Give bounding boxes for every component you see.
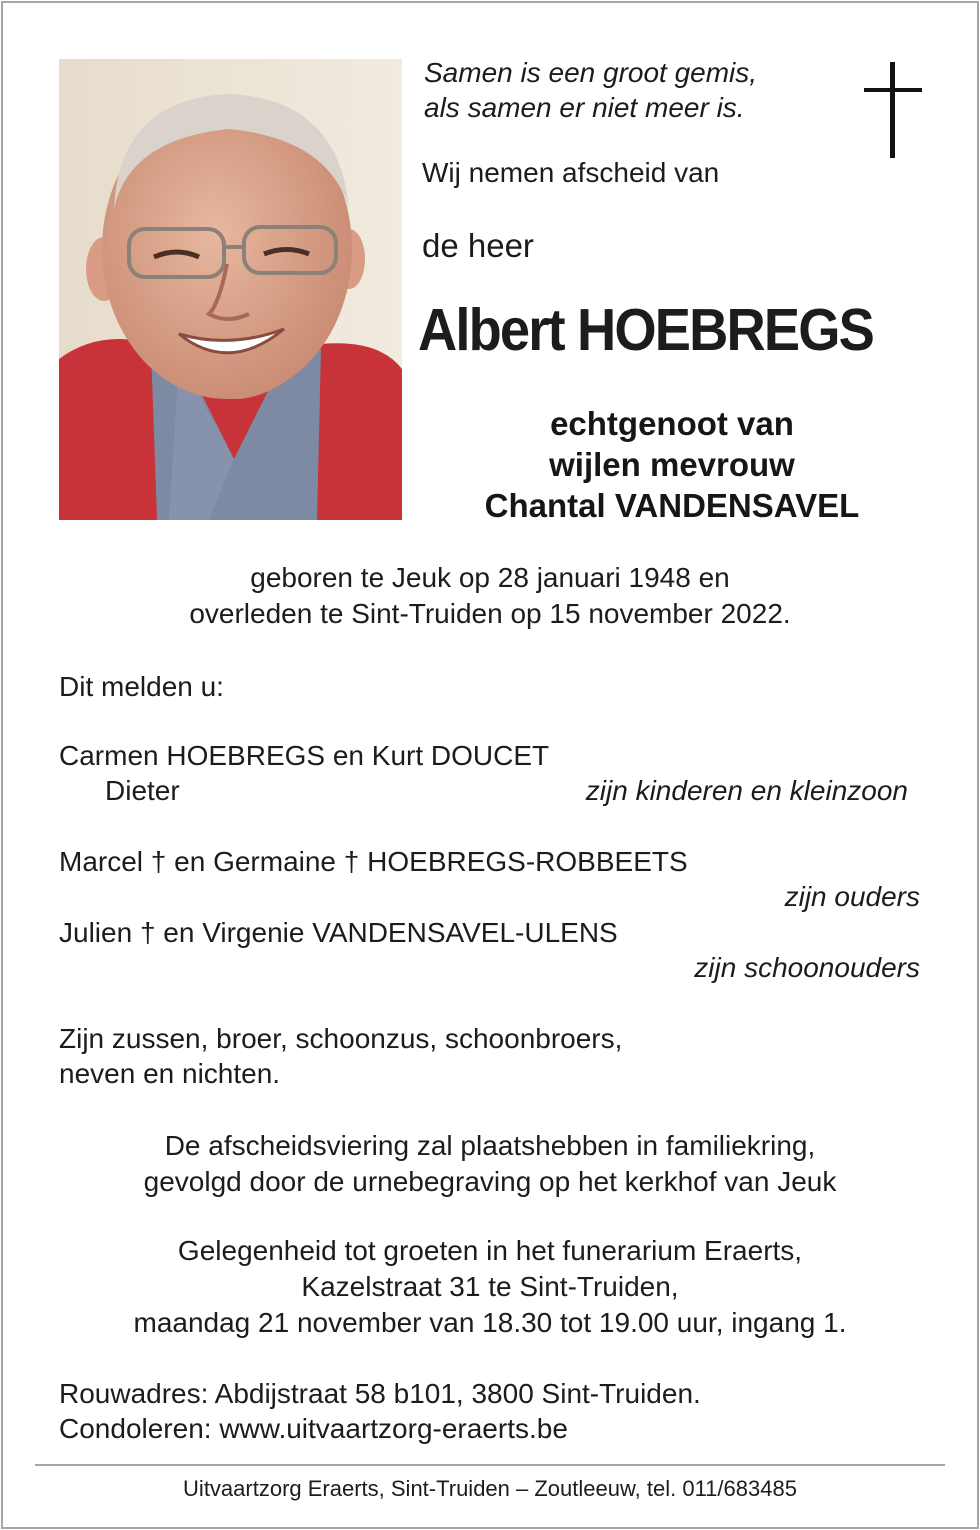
farewell-text: Wij nemen afscheid van	[422, 157, 720, 188]
siblings-line: Zijn zussen, broer, schoonzus, schoonbroers,	[59, 1023, 623, 1054]
deceased-name: Albert HOEBREGS	[418, 297, 873, 363]
visitation-line: Gelegenheid tot groeten in het funerarium Eraerts,	[177, 1235, 803, 1266]
inlaws-role: zijn schoonouders	[694, 952, 920, 983]
ceremony-line: De afscheidsviering zal plaatshebben in familiekring,	[164, 1130, 816, 1161]
ceremony-info	[40, 1128, 940, 1200]
siblings-line: neven en nichten.	[59, 1058, 281, 1089]
quote-line: als samen er niet meer is.	[424, 92, 745, 123]
condolence-link[interactable]: Condoleren: www.uitvaartzorg-eraerts.be	[59, 1413, 568, 1444]
visitation-line: maandag 21 november van 18.30 tot 19.00 uur, ingang 1.	[133, 1307, 847, 1338]
visitation-line: Kazelstraat 31 te Sint-Truiden,	[301, 1271, 679, 1302]
visitation-info	[40, 1233, 940, 1341]
parents-names: Marcel † en Germaine † HOEBREGS-ROBBEETS	[59, 846, 688, 877]
mourning-address: Rouwadres: Abdijstraat 58 b101, 3800 Sint-Truiden.	[59, 1378, 701, 1409]
memorial-quote	[424, 55, 757, 125]
life-dates	[40, 560, 940, 632]
death-line: overleden te Sint-Truiden op 15 november 2022.	[189, 598, 791, 629]
ceremony-line: gevolgd door de urnebegraving op het kerkhof van Jeuk	[143, 1166, 837, 1197]
children-role: zijn kinderen en kleinzoon	[585, 775, 908, 806]
parents-role: zijn ouders	[784, 881, 920, 912]
birth-line: geboren te Jeuk op 28 januari 1948 en	[250, 562, 730, 593]
quote-line: Samen is een groot gemis,	[424, 57, 758, 88]
honorific: de heer	[422, 227, 534, 264]
announce-text: Dit melden u:	[59, 671, 224, 702]
footer-divider	[35, 1464, 945, 1466]
spouse-line: Chantal VANDENSAVEL	[484, 487, 860, 524]
children-names: Carmen HOEBREGS en Kurt DOUCET	[59, 740, 550, 771]
cross-icon	[864, 62, 922, 158]
spouse-line: wijlen mevrouw	[549, 446, 795, 483]
spouse-block	[440, 403, 904, 526]
portrait-photo	[59, 59, 402, 520]
grandson-name: Dieter	[105, 775, 180, 806]
inlaws-names: Julien † en Virgenie VANDENSAVEL-ULENS	[59, 917, 618, 948]
spouse-line: echtgenoot van	[550, 405, 794, 442]
footer-text: Uitvaartzorg Eraerts, Sint-Truiden – Zoutleeuw, tel. 011/683485	[183, 1476, 797, 1501]
